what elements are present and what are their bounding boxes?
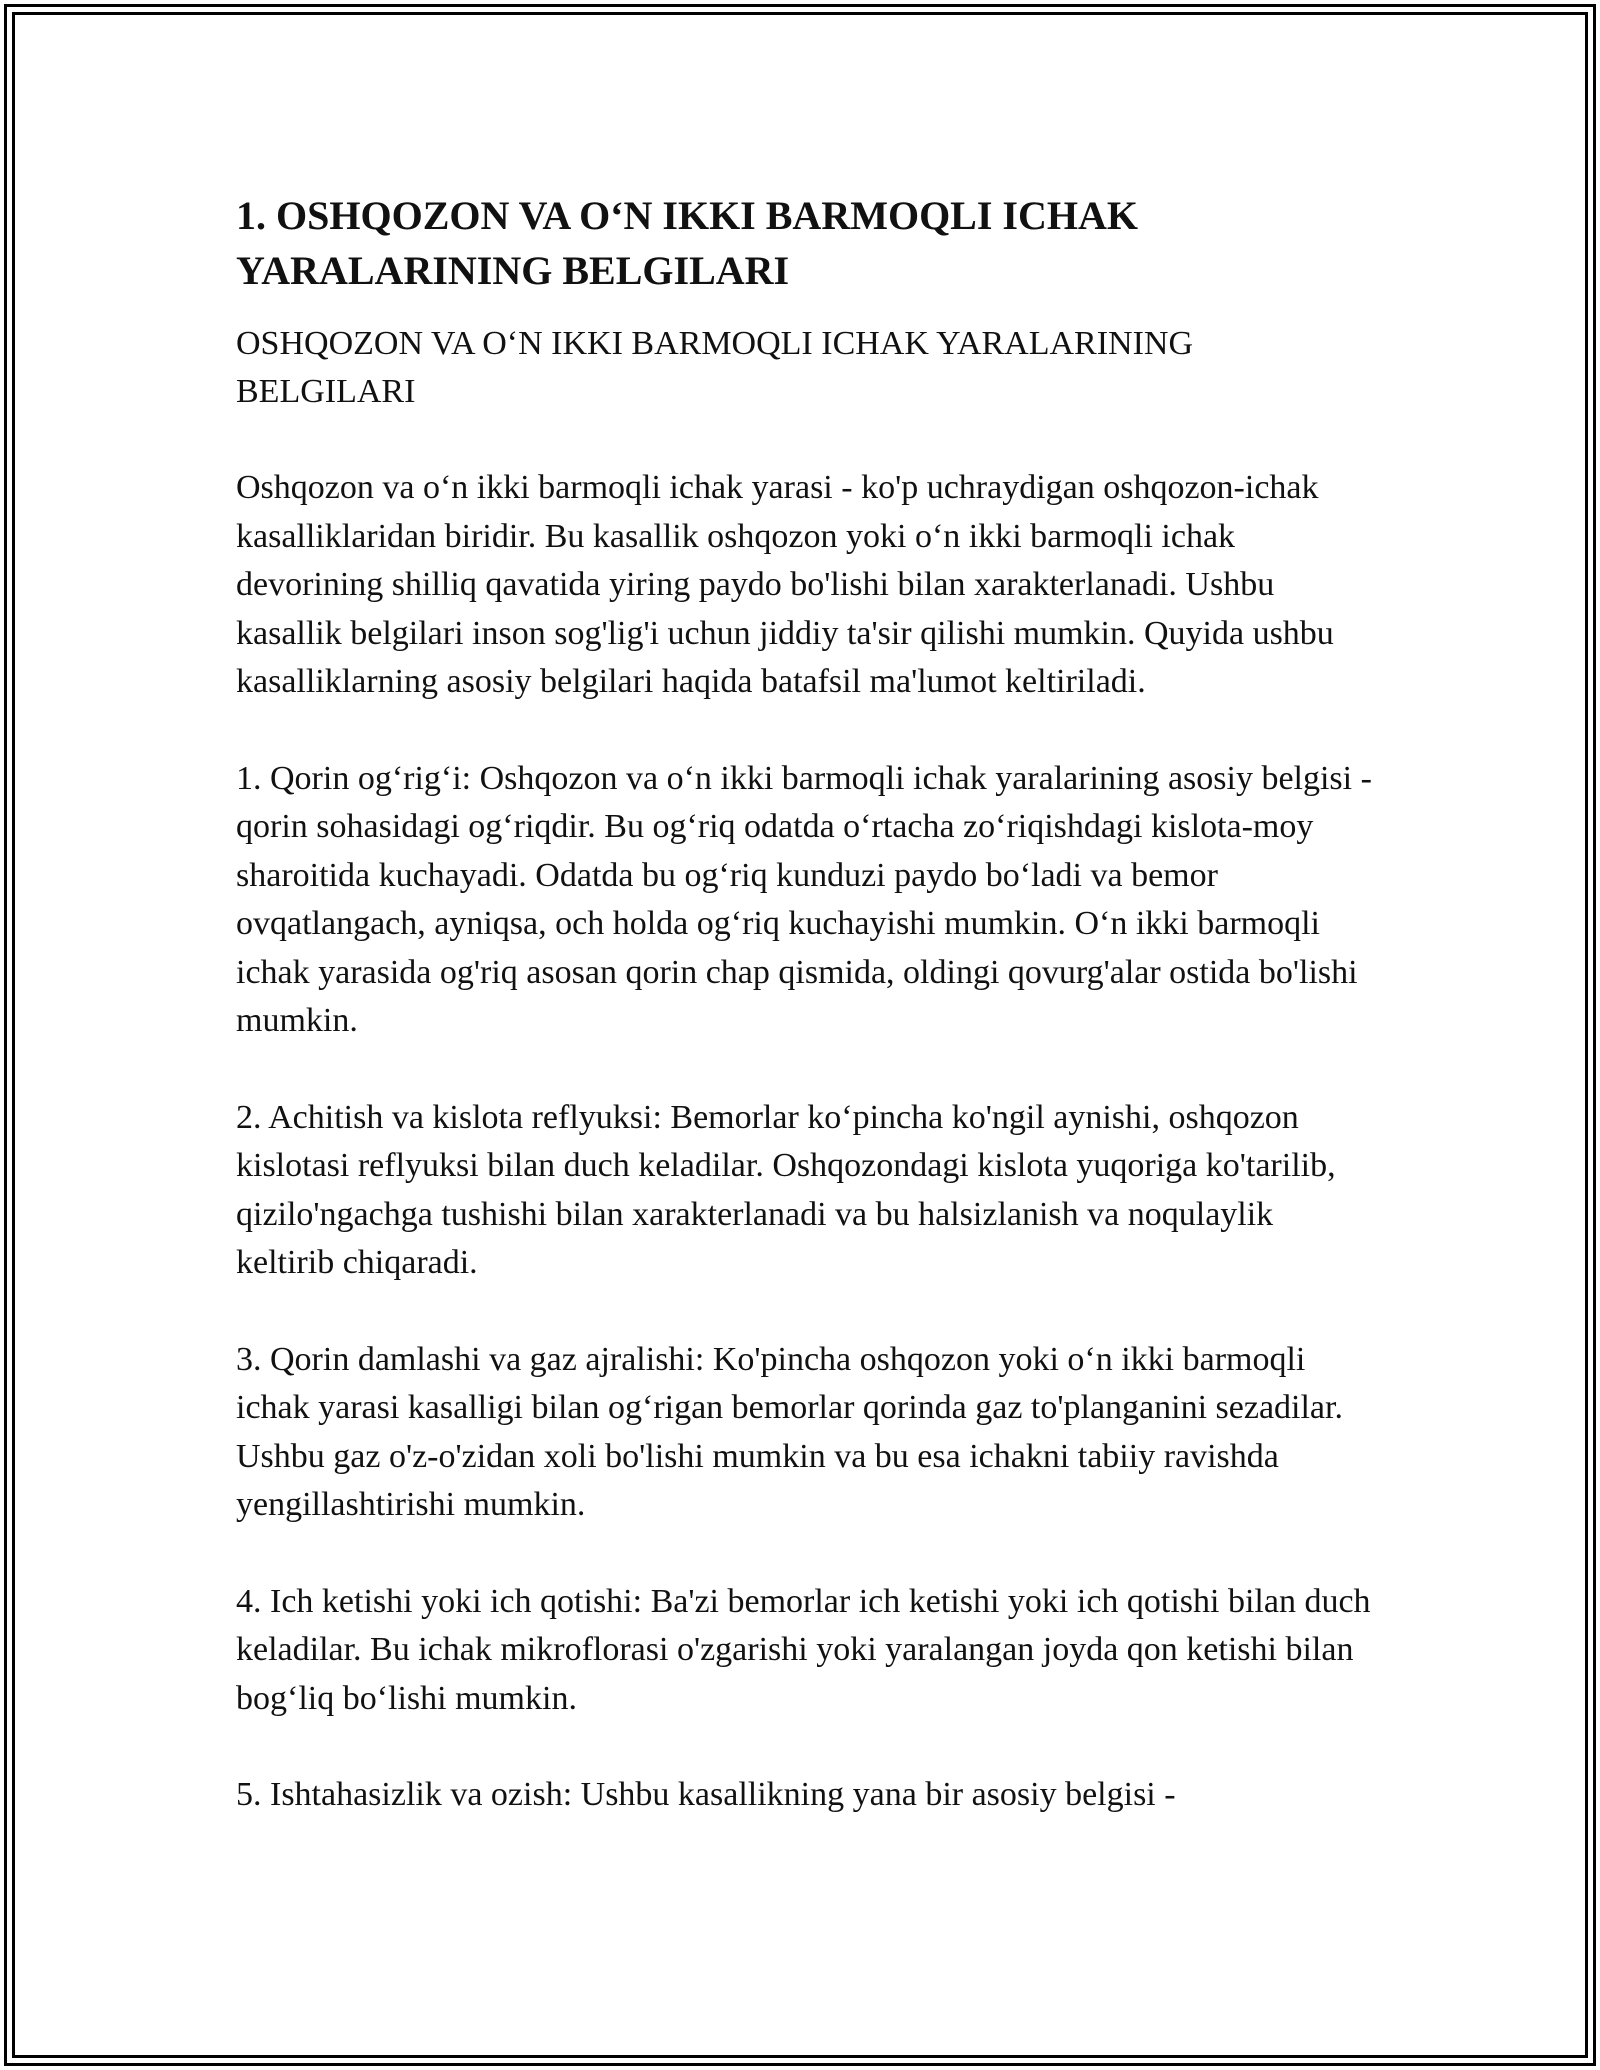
document-subheading: OSHQOZON VA O‘N IKKI BARMOQLI ICHAK YARALARINING BELGILARI	[236, 325, 1194, 410]
paragraph-symptom-2: 2. Achitish va kislota reflyuksi: Bemorlar ko‘pincha ko'ngil aynishi, oshqozon kislotasi reflyuksi bilan duch keladilar. Oshqozondagi kislota yuqoriga ko'tarilib, qizilo'ngachga tushishi bilan xarakterlanadi va bu halsizlanish va noqulaylik keltirib chiqaradi.	[236, 1098, 1336, 1281]
paragraph-symptom-1: 1. Qorin og‘rig‘i: Oshqozon va o‘n ikki barmoqli ichak yaralarining asosiy belgisi - qorin sohasidagi og‘riqdir. Bu og‘riq odatda o‘rtacha zo‘riqishdagi kislota-moy sharoitida kuchayadi. Odatda bu og‘riq kunduzi paydo bo‘ladi va bemor ovqatlangach, ayniqsa, och holda og‘riq kuchayishi mumkin. O‘n ikki barmoqli ichak yarasida og'riq asosan qorin chap qismida, oldingi qovurg'alar ostida bo'lishi mumkin.	[236, 759, 1372, 1039]
paragraph-symptom-3: 3. Qorin damlashi va gaz ajralishi: Ko'pincha oshqozon yoki o‘n ikki barmoqli ichak yarasi kasalligi bilan og‘rigan bemorlar qorinda gaz to'planganini sezadilar. Ushbu gaz o'z-o'zidan xoli bo'lishi mumkin va bu esa ichakni tabiiy ravishda yengillashtirishi mumkin.	[236, 1340, 1343, 1523]
document-body	[236, 188, 1374, 1820]
document-heading: 1. OSHQOZON VA O‘N IKKI BARMOQLI ICHAK YARALARINING BELGILARI	[236, 193, 1138, 293]
paragraph-intro: Oshqozon va o‘n ikki barmoqli ichak yarasi - ko'p uchraydigan oshqozon-ichak kasalliklaridan biridir. Bu kasallik oshqozon yoki o‘n ikki barmoqli ichak devorining shilliq qavatida yiring paydo bo'lishi bilan xarakterlanadi. Ushbu kasallik belgilari inson sog'lig'i uchun jiddiy ta'sir qilishi mumkin. Quyida ushbu kasalliklarning asosiy belgilari haqida batafsil ma'lumot keltiriladi.	[236, 469, 1334, 700]
paragraph-symptom-5: 5. Ishtahasizlik va ozish: Ushbu kasallikning yana bir asosiy belgisi -	[236, 1776, 1176, 1813]
paragraph-symptom-4: 4. Ich ketishi yoki ich qotishi: Ba'zi bemorlar ich ketishi yoki ich qotishi bilan duch keladilar. Bu ichak mikroflorasi o'zgarishi yoki yaralangan joyda qon ketishi bilan bog‘liq bo‘lishi mumkin.	[236, 1582, 1371, 1717]
